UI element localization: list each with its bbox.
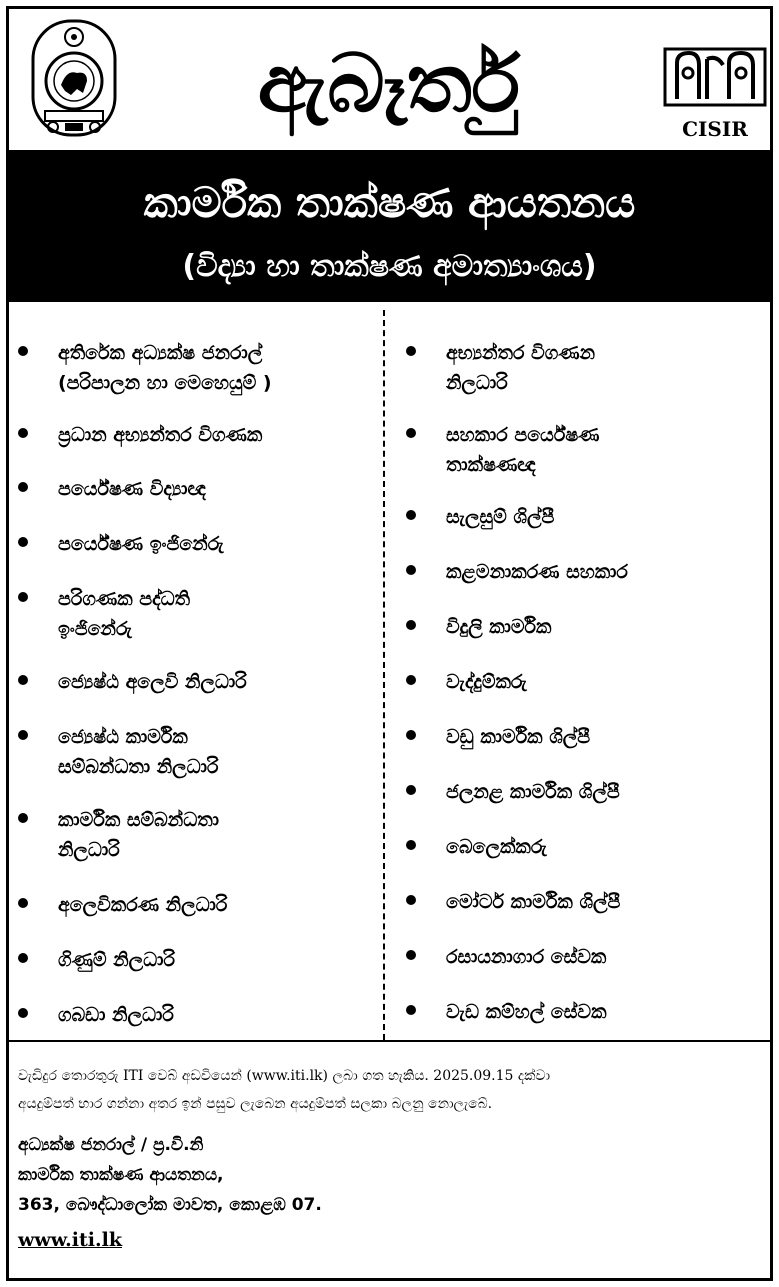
item-line: අභ්‍යන්තර විගණන xyxy=(446,342,596,364)
item-line: වඩු කාර්මික ශිල්පී xyxy=(446,726,591,748)
institute-banner xyxy=(9,150,770,302)
website-link[interactable]: www.iti.lk xyxy=(18,1229,122,1251)
item-line: නිලධාරි xyxy=(446,372,508,394)
bullet-icon xyxy=(406,346,416,356)
column-divider xyxy=(383,310,385,1040)
item-line: පරිගණක පද්ධති xyxy=(58,588,191,610)
item-line: රසායනාගාර සේවක xyxy=(446,946,607,968)
item-line: අලෙවිකරණ නිලධාරි xyxy=(58,894,228,916)
cisir-logo xyxy=(659,39,771,139)
item-line: පර්යේෂණ විද්‍යාඥ xyxy=(58,478,206,500)
bullet-icon xyxy=(406,675,416,685)
header xyxy=(9,9,770,149)
bullet-icon xyxy=(406,950,416,960)
item-line: ගිණුම් නිලධාරි xyxy=(58,949,175,971)
item-line: තාක්ෂණඥ xyxy=(446,454,536,476)
sri-lanka-emblem-icon xyxy=(31,19,117,137)
item-line: වැද්දුම්කරු xyxy=(446,671,527,693)
postal-address xyxy=(18,1130,758,1220)
item-line: ගබඩා නිලධාරි xyxy=(58,1004,174,1026)
notice-text xyxy=(18,1062,758,1118)
bullet-icon xyxy=(406,510,416,520)
institute-name: කාර්මික තාක්ෂණ ආයතනය xyxy=(143,178,636,227)
item-line: ඉංජිනේරු xyxy=(58,618,132,640)
cisir-logo-icon xyxy=(663,43,767,109)
ministry-name: (විද්‍යා හා තාක්ෂණ අමාත්‍යාංශය) xyxy=(182,249,597,284)
bullet-icon xyxy=(406,895,416,905)
item-line: සම්බන්ධතා නිලධාරි xyxy=(58,756,219,778)
item-line: අතිරේක අධ්‍යක්ෂ ජනරාල් xyxy=(58,342,263,364)
item-line: බෙලෙක්කරු xyxy=(446,836,547,858)
item-line: කාර්මික සම්බන්ධතා xyxy=(58,809,219,831)
bullet-icon xyxy=(406,565,416,575)
bullet-icon xyxy=(18,346,28,356)
bullet-icon xyxy=(18,1008,28,1018)
bullet-icon xyxy=(18,592,28,602)
bullet-icon xyxy=(406,785,416,795)
bullet-icon xyxy=(18,675,28,685)
bullet-icon xyxy=(18,730,28,740)
bullet-icon xyxy=(406,1005,416,1015)
item-line: විදුලි කාර්මික xyxy=(446,616,552,638)
item-line: වැඩ කම්හල් සේවක xyxy=(446,1001,607,1023)
item-line: (පරිපාලන හා මෙහෙයුම් ) xyxy=(58,372,272,394)
bullet-icon xyxy=(406,620,416,630)
logo-text: CISIR xyxy=(682,117,748,141)
item-line: ජ්‍යෙෂ්ඨ අලෙවි නිලධාරි xyxy=(58,671,247,693)
notice-line: වැඩිදුර තොරතුරු ITI වෙබ් අඩවියෙන් (www.iti.lk) ලබා ගත හැකිය. 2025.09.15 දක්වා xyxy=(18,1068,551,1084)
address-line: 363, බෞද්ධාලෝක මාවත, කොළඹ 07. xyxy=(18,1195,322,1215)
item-line: මෝටර් කාර්මික ශිල්පී xyxy=(446,891,621,913)
item-line: ප්‍රධාන අභ්‍යන්තර විගණක xyxy=(58,424,263,446)
bullet-icon xyxy=(406,730,416,740)
address-line: කාර්මික තාක්ෂණ ආයතනය, xyxy=(18,1165,224,1185)
item-line: කළමනාකරණ සහකාර xyxy=(446,561,628,583)
headline: ඇබෑර්තු xyxy=(257,37,521,130)
bullet-icon xyxy=(406,428,416,438)
address-line: අධ්‍යක්ෂ ජනරාල් / ප්‍ර.වි.නි xyxy=(18,1135,204,1155)
notice-line: අයදුම්පත් භාර ගන්නා අතර ඉන් පසුව ලැබෙන අයදුම්පත් සලකා බලනු නොලැබේ. xyxy=(18,1096,493,1112)
section-divider xyxy=(9,1040,770,1042)
item-line: ජ්‍යෙෂ්ඨ කාර්මික xyxy=(58,726,188,748)
item-line: නිලධාරි xyxy=(58,839,120,861)
bullet-icon xyxy=(18,428,28,438)
item-line: පර්යේෂණ ඉංජිනේරු xyxy=(58,533,224,555)
item-line: ජලනළ කාර්මික ශිල්පී xyxy=(446,781,620,803)
bullet-icon xyxy=(18,953,28,963)
bullet-icon xyxy=(406,840,416,850)
bullet-icon xyxy=(18,482,28,492)
bullet-icon xyxy=(18,898,28,908)
bullet-icon xyxy=(18,537,28,547)
item-line: සැලසුම් ශිල්පී xyxy=(446,506,555,528)
item-line: සහකාර පර්යේෂණ xyxy=(446,424,600,446)
bullet-icon xyxy=(18,813,28,823)
